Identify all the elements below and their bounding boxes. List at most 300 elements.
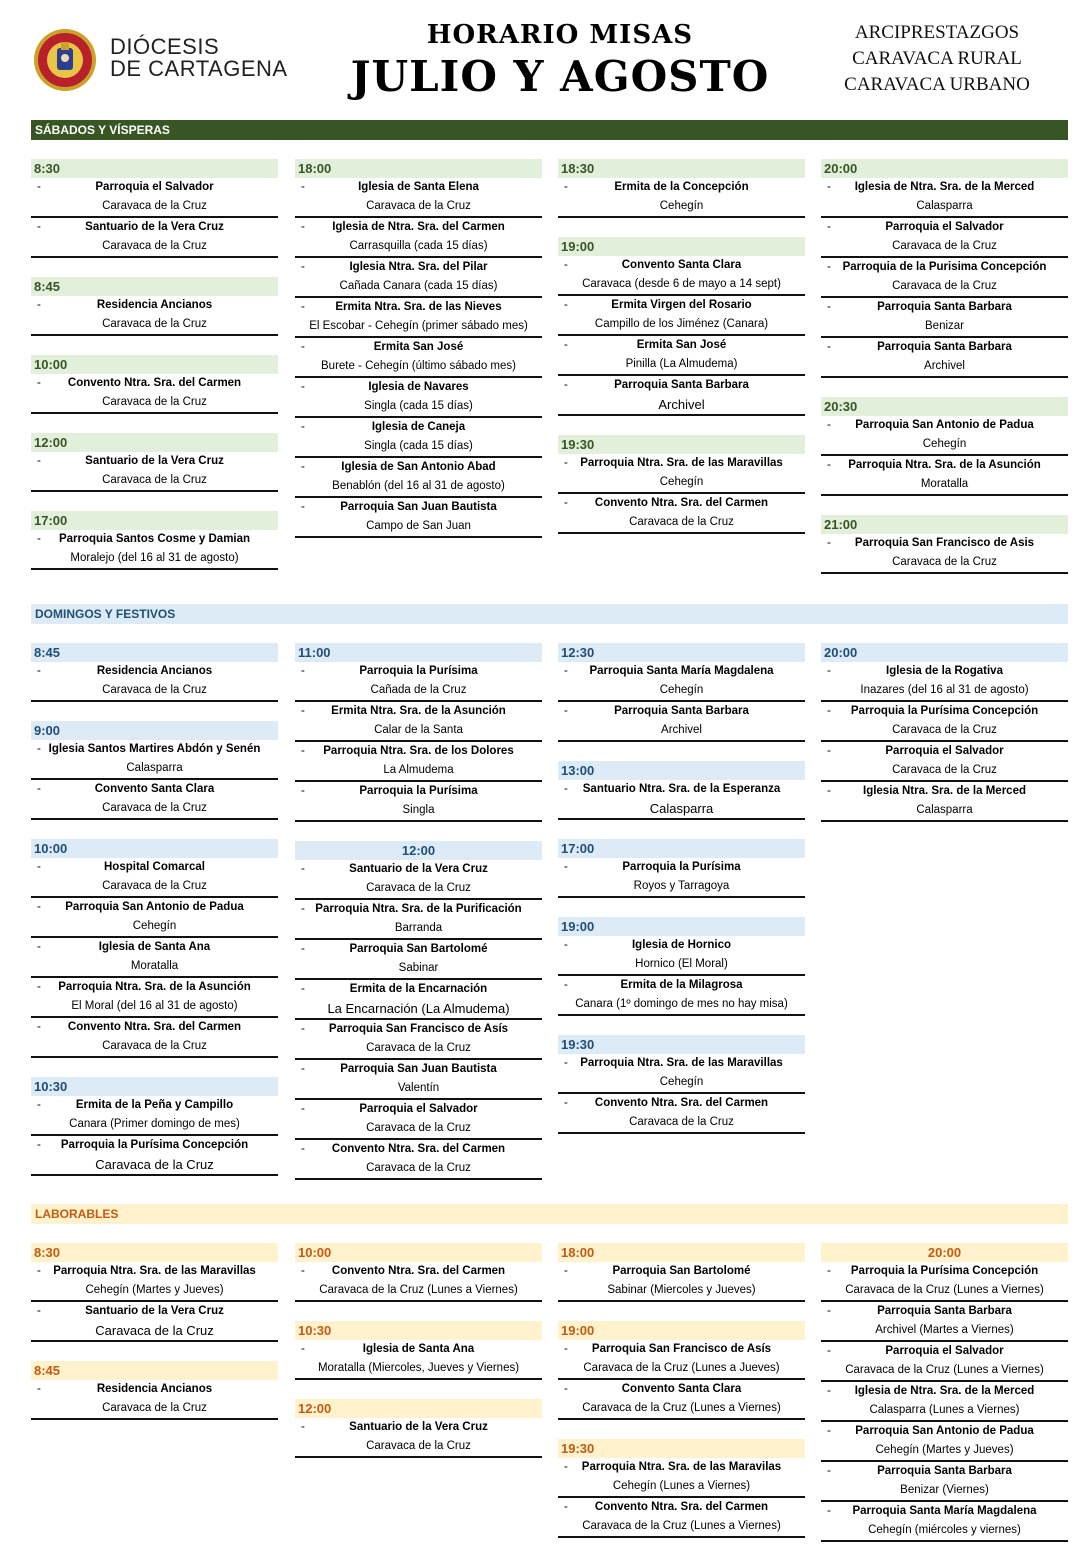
list-dash: - [827, 1425, 831, 1437]
place-name: Caravaca de la Cruz (Lunes a Viernes) [845, 1284, 1044, 1296]
church-name-row [31, 296, 278, 315]
list-dash: - [827, 1385, 831, 1397]
church-name-row [558, 494, 805, 513]
church-name-row [31, 452, 278, 471]
mass-entry [821, 1502, 1068, 1542]
mass-entry [558, 858, 805, 898]
block-spacer [821, 496, 1068, 515]
church-name-row [558, 1340, 805, 1359]
list-dash: - [564, 1265, 568, 1277]
church-name-row [295, 1020, 542, 1039]
block-spacer [558, 820, 805, 839]
list-dash: - [37, 533, 41, 545]
dom-col-3 [558, 643, 805, 1134]
church-name: Parroquia la Purísima [622, 861, 741, 873]
place-name: Caravaca de la Cruz [892, 280, 997, 292]
place-name: Archivel (Martes a Viernes) [875, 1324, 1014, 1336]
mass-entry [31, 1302, 278, 1342]
church-name: Iglesia de Santa Elena [358, 181, 479, 193]
time-slot: 8:45 [31, 643, 278, 662]
block-spacer [558, 742, 805, 761]
church-name-row [558, 780, 805, 799]
mass-entry [821, 416, 1068, 456]
block-spacer [295, 822, 542, 841]
time-slot: 20:00 [821, 159, 1068, 178]
church-name-row [295, 1100, 542, 1119]
church-name-row [821, 742, 1068, 761]
church-name: Iglesia de Ntra. Sra. del Carmen [332, 221, 505, 233]
block-spacer [31, 820, 278, 839]
diocese-name [110, 36, 288, 80]
church-name: Santuario de la Vera Cruz [349, 863, 488, 875]
diocese-line-2: DE CARTAGENA [110, 56, 288, 81]
mass-entry [295, 418, 542, 458]
list-dash: - [827, 181, 831, 193]
place-name: Cehegín [659, 1076, 704, 1088]
church-name: Parroquia Ntra. Sra. de las Maravillas [53, 1265, 256, 1277]
place-name: Pinilla (La Almudema) [625, 358, 738, 370]
list-dash: - [564, 457, 568, 469]
church-name-row [31, 780, 278, 799]
block-spacer [31, 258, 278, 277]
church-name-row [31, 1096, 278, 1115]
sab-col-1 [31, 159, 278, 570]
list-dash: - [564, 1097, 568, 1109]
block-spacer [31, 336, 278, 355]
church-name: Parroquia el Salvador [359, 1103, 478, 1115]
place-name: Cehegín (Lunes a Viernes) [612, 1480, 751, 1492]
list-dash: - [564, 259, 568, 271]
mass-entry [558, 1380, 805, 1420]
list-dash: - [301, 501, 305, 513]
mass-entry [295, 1060, 542, 1100]
block-spacer [31, 492, 278, 511]
list-dash: - [827, 1305, 831, 1317]
place-name: La Almudema [383, 764, 454, 776]
diocese-seal-icon [33, 28, 97, 92]
church-name-row [558, 936, 805, 955]
time-slot: 10:00 [31, 355, 278, 374]
place-name: Cehegín [132, 920, 177, 932]
block-spacer [558, 1302, 805, 1321]
time-slot: 8:30 [31, 159, 278, 178]
list-dash: - [301, 1023, 305, 1035]
mass-entry [295, 338, 542, 378]
church-name-row [295, 940, 542, 959]
dom-col-2 [295, 643, 542, 1180]
time-slot: 19:00 [558, 1321, 805, 1340]
church-name-row [31, 938, 278, 957]
list-dash: - [827, 419, 831, 431]
mass-entry [295, 178, 542, 218]
place-name: Cehegín (Martes y Jueves) [85, 1284, 224, 1296]
list-dash: - [564, 497, 568, 509]
mass-entry [31, 938, 278, 978]
list-dash: - [564, 1343, 568, 1355]
mass-entry [31, 296, 278, 336]
church-name-row [821, 1302, 1068, 1321]
mass-entry [295, 1020, 542, 1060]
list-dash: - [564, 1501, 568, 1513]
church-name: Santuario Ntra. Sra. de la Esperanza [582, 783, 781, 795]
church-name: Ermita de la Milagrosa [620, 979, 743, 991]
list-dash: - [827, 261, 831, 273]
time-slot: 17:00 [558, 839, 805, 858]
mass-entry [295, 1100, 542, 1140]
church-name: Parroquia San Francisco de Asís [328, 1023, 509, 1035]
church-name-row [558, 702, 805, 721]
list-dash: - [37, 1139, 41, 1151]
page-header [0, 0, 1089, 118]
church-name: Convento Ntra. Sra. del Carmen [594, 1097, 769, 1109]
time-slot: 19:30 [558, 1439, 805, 1458]
place-name: Moralejo (del 16 al 31 de agosto) [70, 552, 239, 564]
church-name-row [821, 1502, 1068, 1521]
mass-entry [295, 258, 542, 298]
time-slot: 20:00 [821, 643, 1068, 662]
dom-col-1 [31, 643, 278, 1176]
list-dash: - [827, 705, 831, 717]
mass-entry [295, 1140, 542, 1180]
church-name: Parroquia Ntra. Sra. de los Dolores [323, 745, 514, 757]
place-name: Calasparra [126, 762, 183, 774]
mass-entry [295, 498, 542, 538]
mass-entry [558, 494, 805, 534]
mass-entry [821, 534, 1068, 574]
place-name: Archivel [661, 724, 702, 736]
church-name: Iglesia de Santa Ana [362, 1343, 475, 1355]
church-name-row [31, 1136, 278, 1155]
list-dash: - [37, 743, 41, 755]
mass-entry [31, 1018, 278, 1058]
church-name-row [821, 338, 1068, 357]
mass-entry [558, 936, 805, 976]
church-name: Residencia Ancianos [96, 299, 213, 311]
block-spacer [295, 1380, 542, 1399]
mass-entry [558, 1054, 805, 1094]
church-name: Convento Ntra. Sra. del Carmen [331, 1265, 506, 1277]
section-laborables: LABORABLES [31, 1204, 1068, 1224]
time-slot: 9:00 [31, 721, 278, 740]
church-name: Parroquia de la Purisima Concepción [842, 261, 1047, 273]
church-name-row [821, 1382, 1068, 1401]
list-dash: - [301, 1265, 305, 1277]
title-line-1: HORARIO MISAS [426, 20, 694, 50]
list-dash: - [37, 221, 41, 233]
church-name-row [821, 782, 1068, 801]
church-name-row [295, 218, 542, 237]
place-name: Caravaca de la Cruz [892, 764, 997, 776]
list-dash: - [564, 665, 568, 677]
church-name: Parroquia San Antonio de Padua [855, 419, 1034, 431]
time-slot: 10:30 [31, 1077, 278, 1096]
church-name: Convento Ntra. Sra. del Carmen [67, 1021, 242, 1033]
church-name: Iglesia de Hornico [631, 939, 732, 951]
mass-entry [295, 980, 542, 1020]
church-name: Parroquia San Antonio de Padua [855, 1425, 1034, 1437]
place-name: Cehegín (miércoles y viernes) [868, 1524, 1021, 1536]
time-slot: 10:00 [295, 1243, 542, 1262]
title-line-2: JULIO Y AGOSTO [350, 52, 770, 101]
church-name: Parroquia la Purísima [359, 665, 478, 677]
church-name: Iglesia de Santa Ana [98, 941, 211, 953]
mass-entry [295, 662, 542, 702]
mass-entry [295, 742, 542, 782]
list-dash: - [827, 1345, 831, 1357]
place-name: Caravaca de la Cruz [366, 882, 471, 894]
place-name: La Encarnación (La Almudema) [327, 1001, 510, 1016]
church-name: Parroquia la Purísima Concepción [850, 705, 1039, 717]
time-slot: 19:30 [558, 435, 805, 454]
church-name-row [558, 976, 805, 995]
church-name: Parroquia el Salvador [95, 181, 214, 193]
list-dash: - [301, 863, 305, 875]
time-slot: 18:30 [558, 159, 805, 178]
list-dash: - [564, 1461, 568, 1473]
church-name-row [31, 1380, 278, 1399]
block-spacer [31, 1058, 278, 1077]
place-name: El Escobar - Cehegín (primer sábado mes) [309, 320, 528, 332]
time-slot: 12:30 [558, 643, 805, 662]
list-dash: - [564, 939, 568, 951]
church-name: Parroquia Ntra. Sra. de las Maravillas [580, 457, 783, 469]
church-name: Parroquia San Juan Bautista [340, 501, 497, 513]
place-name: Caravaca de la Cruz [892, 240, 997, 252]
diocese-line-1: DIÓCESIS [110, 34, 220, 59]
time-slot: 20:00 [821, 1243, 1068, 1262]
church-name-row [558, 178, 805, 197]
church-name: Convento Santa Clara [621, 259, 742, 271]
list-dash: - [301, 665, 305, 677]
church-name: Parroquia San Bartolomé [349, 943, 488, 955]
list-dash: - [827, 459, 831, 471]
place-name: Cehegín [659, 684, 704, 696]
place-name: Calasparra (Lunes a Viernes) [869, 1404, 1020, 1416]
church-name-row [295, 1060, 542, 1079]
list-dash: - [37, 1383, 41, 1395]
place-name: Moratalla (Miercoles, Jueves y Viernes) [317, 1362, 520, 1374]
church-name-row [31, 374, 278, 393]
place-name: Caravaca de la Cruz [102, 200, 207, 212]
church-name: Convento Santa Clara [94, 783, 215, 795]
place-name: Cañada de la Cruz [370, 684, 467, 696]
church-name: Convento Ntra. Sra. del Carmen [331, 1143, 506, 1155]
list-dash: - [301, 1421, 305, 1433]
mass-entry [821, 178, 1068, 218]
church-name: Santuario de la Vera Cruz [85, 221, 224, 233]
church-name: Ermita Ntra. Sra. de la Asunción [331, 705, 506, 717]
list-dash: - [827, 1505, 831, 1517]
list-dash: - [301, 301, 305, 313]
place-name: Benablón (del 16 al 31 de agosto) [332, 480, 505, 492]
church-name: Parroquia Santa Barbara [614, 379, 749, 391]
mass-entry [558, 780, 805, 820]
block-spacer [821, 378, 1068, 397]
time-slot: 12:00 [295, 1399, 542, 1418]
time-slot: 12:00 [295, 841, 542, 860]
church-name-row [31, 178, 278, 197]
list-dash: - [301, 983, 305, 995]
mass-entry [558, 1340, 805, 1380]
time-slot: 13:00 [558, 761, 805, 780]
church-name: Parroquia la Purísima Concepción [60, 1139, 249, 1151]
place-name: Cehegín (Martes y Jueves) [875, 1444, 1014, 1456]
place-name: Calar de la Santa [374, 724, 463, 736]
sab-col-2 [295, 159, 542, 538]
place-name: El Moral (del 16 al 31 de agosto) [71, 1000, 238, 1012]
lab-col-2 [295, 1243, 542, 1458]
list-dash: - [827, 301, 831, 313]
place-name: Cehegín [922, 438, 967, 450]
archpriestships [822, 20, 1052, 98]
place-name: Caravaca de la Cruz [366, 1042, 471, 1054]
place-name: Singla [402, 804, 435, 816]
time-slot: 19:00 [558, 237, 805, 256]
arci-line-3: CARAVACA URBANO [844, 74, 1030, 95]
list-dash: - [37, 861, 41, 873]
place-name: Canara (1º domingo de mes no hay misa) [575, 998, 788, 1010]
church-name: Parroquia Santa Barbara [877, 1305, 1012, 1317]
place-name: Cehegín [659, 476, 704, 488]
place-name: Caravaca de la Cruz [366, 1122, 471, 1134]
church-name-row [558, 336, 805, 355]
list-dash: - [37, 665, 41, 677]
mass-entry [295, 1418, 542, 1458]
list-dash: - [564, 379, 568, 391]
church-name: Parroquia Ntra. Sra. de las Maravilas [581, 1461, 782, 1473]
list-dash: - [37, 783, 41, 795]
mass-entry [31, 1262, 278, 1302]
mass-entry [295, 218, 542, 258]
church-name: Santuario de la Vera Cruz [85, 1305, 224, 1317]
time-slot: 10:00 [31, 839, 278, 858]
church-name: Santuario de la Vera Cruz [349, 1421, 488, 1433]
church-name: Iglesia Ntra. Sra. del Pilar [349, 261, 488, 273]
mass-entry [821, 456, 1068, 496]
mass-entry [558, 1498, 805, 1538]
list-dash: - [37, 981, 41, 993]
church-name-row [31, 1262, 278, 1281]
mass-entry [558, 702, 805, 742]
place-name: Caravaca de la Cruz [629, 516, 734, 528]
place-name: Caravaca de la Cruz [366, 1162, 471, 1174]
mass-entry [31, 374, 278, 414]
mass-entry [31, 1096, 278, 1136]
block-spacer [558, 416, 805, 435]
church-name: Parroquia el Salvador [885, 745, 1004, 757]
list-dash: - [301, 381, 305, 393]
mass-entry [295, 298, 542, 338]
church-name-row [821, 258, 1068, 277]
place-name: Caravaca de la Cruz [102, 240, 207, 252]
lab-col-1 [31, 1243, 278, 1420]
place-name: Benizar [925, 320, 964, 332]
church-name-row [821, 178, 1068, 197]
church-name: Parroquia la Purísima [359, 785, 478, 797]
mass-entry [31, 1380, 278, 1420]
church-name: Iglesia de Ntra. Sra. de la Merced [854, 181, 1035, 193]
list-dash: - [301, 745, 305, 757]
time-slot: 8:45 [31, 1361, 278, 1380]
church-name-row [295, 458, 542, 477]
place-name: Moratalla [130, 960, 179, 972]
sab-col-4 [821, 159, 1068, 574]
place-name: Royos y Tarragoya [633, 880, 730, 892]
place-name: Caravaca de la Cruz [102, 396, 207, 408]
time-slot: 11:00 [295, 643, 542, 662]
mass-entry [558, 662, 805, 702]
section-domingos: DOMINGOS Y FESTIVOS [31, 604, 1068, 624]
place-name: Sabinar (Miercoles y Jueves) [607, 1284, 756, 1296]
church-name-row [31, 662, 278, 681]
church-name-row [295, 378, 542, 397]
list-dash: - [827, 665, 831, 677]
list-dash: - [37, 299, 41, 311]
place-name: Cehegín [659, 200, 704, 212]
list-dash: - [564, 705, 568, 717]
place-name: Campillo de los Jiménez (Canara) [594, 318, 769, 330]
church-name-row [821, 298, 1068, 317]
church-name: Iglesia de Caneja [371, 421, 466, 433]
place-name: Sabinar [398, 962, 439, 974]
church-name-row [821, 416, 1068, 435]
church-name: Iglesia de la Rogativa [886, 665, 1003, 677]
mass-entry [31, 662, 278, 702]
place-name: Archivel [658, 397, 705, 412]
church-name: Iglesia de Navares [368, 381, 469, 393]
list-dash: - [301, 705, 305, 717]
block-spacer [31, 1342, 278, 1361]
church-name: Convento Ntra. Sra. del Carmen [594, 1501, 769, 1513]
mass-entry [31, 740, 278, 780]
place-name: Caravaca de la Cruz [102, 1040, 207, 1052]
mass-entry [821, 298, 1068, 338]
church-name-row [558, 1054, 805, 1073]
list-dash: - [37, 1305, 41, 1317]
place-name: Caravaca de la Cruz [892, 724, 997, 736]
church-name: Parroquia Santa María Magdalena [589, 665, 774, 677]
church-name: Parroquia la Purísima Concepción [850, 1265, 1039, 1277]
mass-entry [31, 898, 278, 938]
church-name-row [295, 702, 542, 721]
church-name: Iglesia de Ntra. Sra. de la Merced [854, 1385, 1035, 1397]
church-name-row [31, 858, 278, 877]
mass-entry [821, 1382, 1068, 1422]
church-name: Parroquia San Francisco de Asís [591, 1343, 772, 1355]
place-name: Caravaca de la Cruz [102, 684, 207, 696]
mass-entry [558, 976, 805, 1016]
mass-entry [821, 258, 1068, 298]
church-name: Parroquia Ntra. Sra. de la Asunción [58, 981, 251, 993]
church-name-row [31, 740, 278, 759]
church-name-row [295, 900, 542, 919]
list-dash: - [37, 1099, 41, 1111]
mass-entry [558, 256, 805, 296]
mass-entry [558, 296, 805, 336]
church-name: Parroquia el Salvador [885, 1345, 1004, 1357]
church-name-row [31, 530, 278, 549]
church-name: Parroquia San Antonio de Padua [65, 901, 244, 913]
mass-entry [31, 452, 278, 492]
mass-entry [295, 1262, 542, 1302]
church-name-row [295, 1140, 542, 1159]
church-name: Parroquia el Salvador [885, 221, 1004, 233]
church-name: Ermita de la Peña y Campillo [75, 1099, 234, 1111]
place-name: Singla (cada 15 días) [364, 400, 473, 412]
list-dash: - [301, 221, 305, 233]
time-slot: 18:00 [295, 159, 542, 178]
mass-entry [821, 782, 1068, 822]
